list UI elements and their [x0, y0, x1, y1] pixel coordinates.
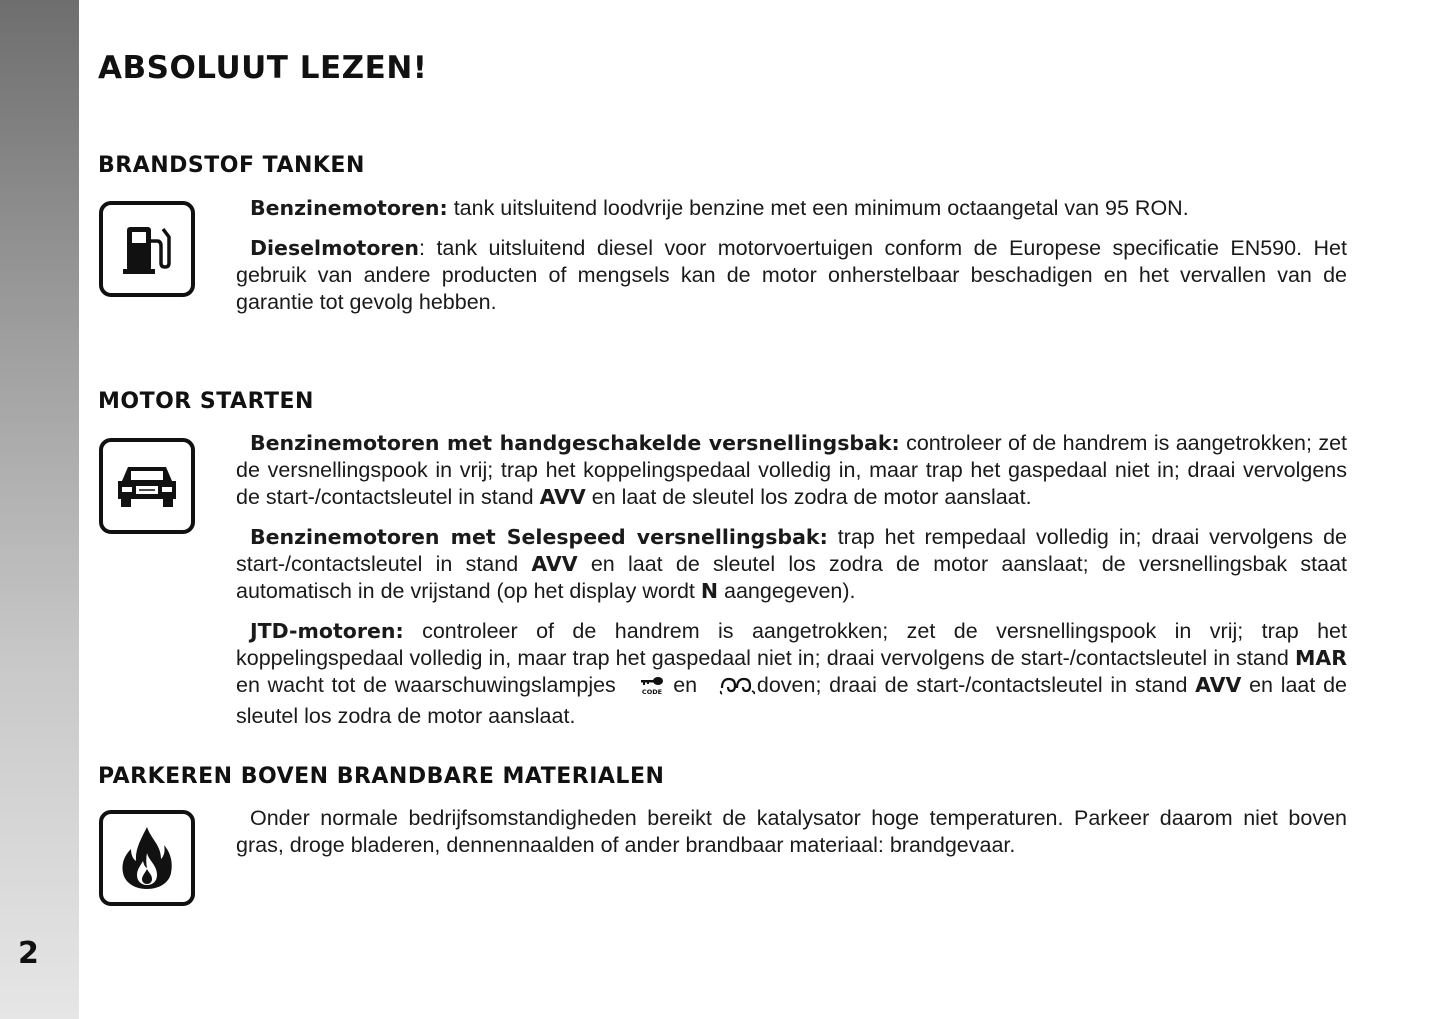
start-selespeed-text-3: aangegeven). — [718, 579, 856, 603]
start-jtd-text-3: en — [665, 673, 705, 697]
start-jtd-avv: AVV — [1195, 673, 1242, 697]
fuel-diesel-text: : tank uitsluitend diesel voor motorvoertuigen conform de Europese specificatie EN590. Het gebruik van andere producten of mengsels kan de motor onherstelbaar beschadigen en het vervallen van de garantie tot gevolg hebben. — [236, 236, 1347, 314]
start-selespeed-n: N — [700, 579, 719, 603]
start-jtd-label: JTD-motoren: — [250, 619, 404, 643]
start-text — [236, 430, 1347, 743]
flame-icon-box — [99, 810, 195, 906]
code-key-icon — [624, 676, 666, 703]
side-band — [0, 0, 79, 1019]
start-selespeed-avv: AVV — [531, 552, 578, 576]
start-manual-text-1: controleer of de handrem is aangetrokken; zet de versnellingspook in vrij; trap het koppelingspedaal volledig in, maar trap het gaspedaal niet in; draai vervolgens de start-/contactsleutel in stand — [236, 431, 1348, 509]
fuel-text — [236, 195, 1347, 329]
start-jtd-text-1: controleer of de handrem is aangetrokken; zet de versnellingspook in vrij; trap het koppelingspedaal volledig in, maar trap het gaspedaal niet in; draai vervolgens de start-/contactsleutel in stand — [236, 619, 1347, 670]
start-manual-avv: AVV — [539, 485, 586, 509]
start-jtd-text-4: doven; draai de start-/contactsleutel in stand — [756, 673, 1196, 697]
car-icon-box — [99, 438, 195, 534]
start-selespeed-label: Benzinemotoren met Selespeed versnellingsbak: — [250, 525, 828, 549]
start-manual-paragraph — [236, 430, 1347, 511]
glow-plug-icon — [705, 676, 757, 703]
page-number: 2 — [18, 936, 39, 971]
start-selespeed-text-2: en laat de sleutel los zodra de motor aanslaat; de versnellingsbak staat automatisch in de vrijstand (op het display wordt — [236, 552, 1347, 603]
fuel-petrol-paragraph — [236, 195, 1347, 222]
fuel-petrol-label: Benzinemotoren: — [250, 196, 448, 220]
section-title-start: MOTOR STARTEN — [98, 389, 314, 414]
start-jtd-mar: MAR — [1294, 646, 1347, 670]
start-selespeed-text-1: trap het rempedaal volledig in; draai vervolgens de start-/contactsleutel in stand — [236, 525, 1347, 576]
parking-text — [236, 805, 1347, 872]
fuel-pump-icon — [117, 219, 177, 279]
page-title: ABSOLUUT LEZEN! — [98, 50, 428, 86]
start-manual-text-2: en laat de sleutel los zodra de motor aanslaat. — [585, 485, 1032, 509]
start-selespeed-paragraph — [236, 524, 1347, 605]
start-manual-label: Benzinemotoren met handgeschakelde versnellingsbak: — [250, 431, 900, 455]
fuel-diesel-label: Dieselmotoren — [250, 236, 420, 260]
fuel-diesel-paragraph — [236, 235, 1347, 316]
fuel-icon-box — [99, 201, 195, 297]
code-icon-label: CODE — [641, 688, 662, 696]
section-title-parking: PARKEREN BOVEN BRANDBARE MATERIALEN — [98, 764, 665, 789]
section-title-fuel: BRANDSTOF TANKEN — [98, 153, 365, 178]
flame-icon — [117, 825, 177, 891]
fuel-petrol-text: tank uitsluitend loodvrije benzine met een minimum octaangetal van 95 RON. — [447, 196, 1189, 220]
parking-paragraph: Onder normale bedrijfsomstandigheden bereikt de katalysator hoge temperaturen. Parkeer daarom niet boven gras, droge bladeren, dennennaalden of ander brandbaar materiaal: brandgevaar. — [236, 806, 1347, 857]
start-jtd-text-5: en laat de sleutel los zodra de motor aanslaat. — [236, 673, 1347, 728]
start-jtd-text-2: en wacht tot de waarschuwingslampjes — [236, 673, 624, 697]
start-jtd-paragraph — [236, 618, 1347, 730]
car-front-icon — [114, 461, 180, 511]
